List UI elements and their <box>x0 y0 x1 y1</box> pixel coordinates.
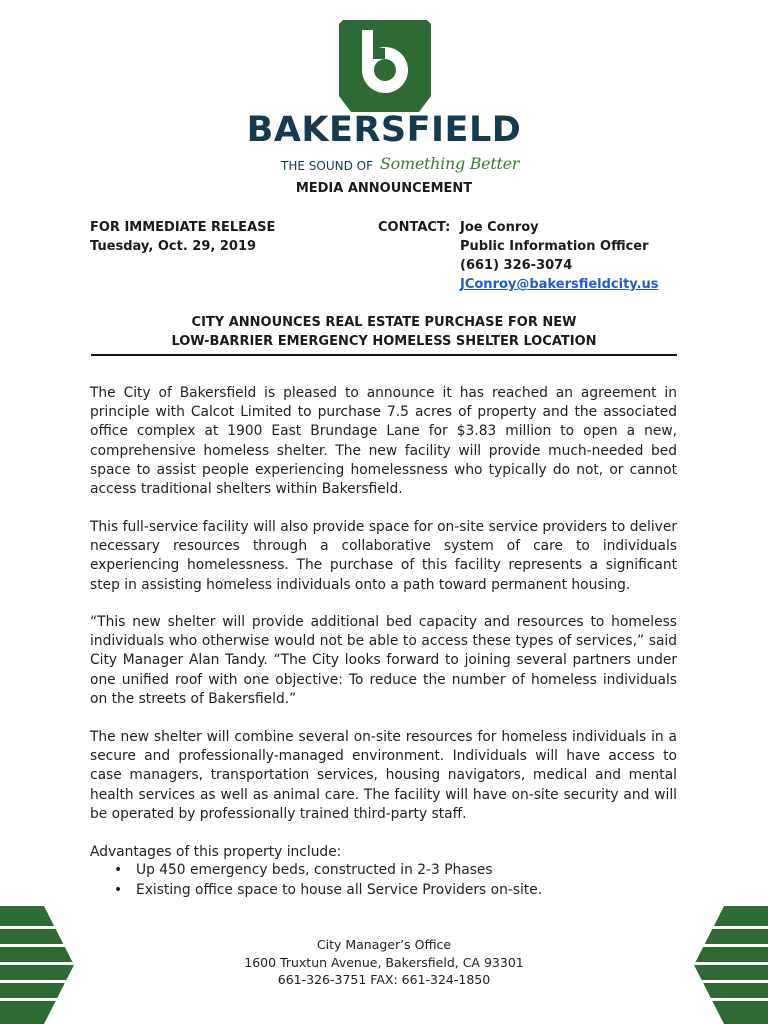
advantages-intro: Advantages of this property include: <box>90 844 342 860</box>
advantages-list <box>90 861 677 900</box>
headline-divider <box>91 354 677 356</box>
paragraph-1: The City of Bakersfield is pleased to announce it has reached an agreement in principle with Calcot Limited to purchase 7.5 acres of property and the associated office complex at 1900 East Brundage Lane for $3.83 million to open a new, comprehensive homeless shelter. The new facility will provide much-needed bed space to assist people experiencing homelessness who typically do not, or cannot access traditional shelters within Bakersfield. <box>90 385 677 498</box>
release-date: Tuesday, Oct. 29, 2019 <box>90 239 257 254</box>
tagline-script: Something Better <box>380 154 520 173</box>
footer-office: City Manager’s Office <box>316 937 452 952</box>
footer-phone-fax: 661-326-3751 FAX: 661-324-1850 <box>277 972 491 987</box>
footer-address: 1600 Truxtun Avenue, Bakersfield, CA 93301 <box>244 954 524 970</box>
tagline-plain: THE SOUND OF <box>281 159 373 173</box>
headline <box>0 313 768 351</box>
contact-block <box>460 218 659 294</box>
brand-tagline <box>281 155 521 177</box>
list-item: • Existing office space to house all Service Providers on-site. <box>90 881 677 901</box>
contact-label: CONTACT: <box>378 220 451 235</box>
media-announcement-label: MEDIA ANNOUNCEMENT <box>295 181 473 196</box>
paragraph-3-quote: “This new shelter will provide additional bed capacity and resources to homeless individuals who otherwise would not be able to access these types of services,” said City Manager Alan Tandy. “The City looks forward to joining several partners under one unified roof with one objective: To reduce the number of homeless individuals on the streets of Bakersfield.” <box>90 614 677 707</box>
footer-contact <box>0 936 768 989</box>
paragraph-4: The new shelter will combine several on-site resources for homeless individuals in a secure and professionally-managed environment. Individuals will have access to case managers, transportation services, housing navigators, medical and mental health services as well as animal care. The facility will have on-site security and will be operated by professionally trained third-party staff. <box>90 729 677 822</box>
contact-phone: (661) 326-3074 <box>460 258 573 273</box>
contact-email-link[interactable]: JConroy@bakersfieldcity.us <box>460 277 659 292</box>
release-label: FOR IMMEDIATE RELEASE <box>90 220 276 235</box>
paragraph-2: This full-service facility will also provide space for on-site service providers to deliver necessary resources through a collaborative system of care to individuals experiencing homelessness. The purchase of this facility represents a significant step in assisting homeless individuals onto a path toward permanent housing. <box>90 519 677 593</box>
contact-title: Public Information Officer <box>460 239 649 254</box>
headline-line-1: CITY ANNOUNCES REAL ESTATE PURCHASE FOR NEW <box>191 315 577 330</box>
release-block <box>90 218 275 256</box>
bakersfield-b-logo-icon <box>339 20 431 112</box>
brand-name: BAKERSFIELD <box>246 110 522 150</box>
list-item: • Up 450 emergency beds, constructed in 2-3 Phases <box>90 861 677 881</box>
headline-line-2: LOW-BARRIER EMERGENCY HOMELESS SHELTER LOCATION <box>171 334 597 349</box>
contact-name: Joe Conroy <box>460 220 539 235</box>
